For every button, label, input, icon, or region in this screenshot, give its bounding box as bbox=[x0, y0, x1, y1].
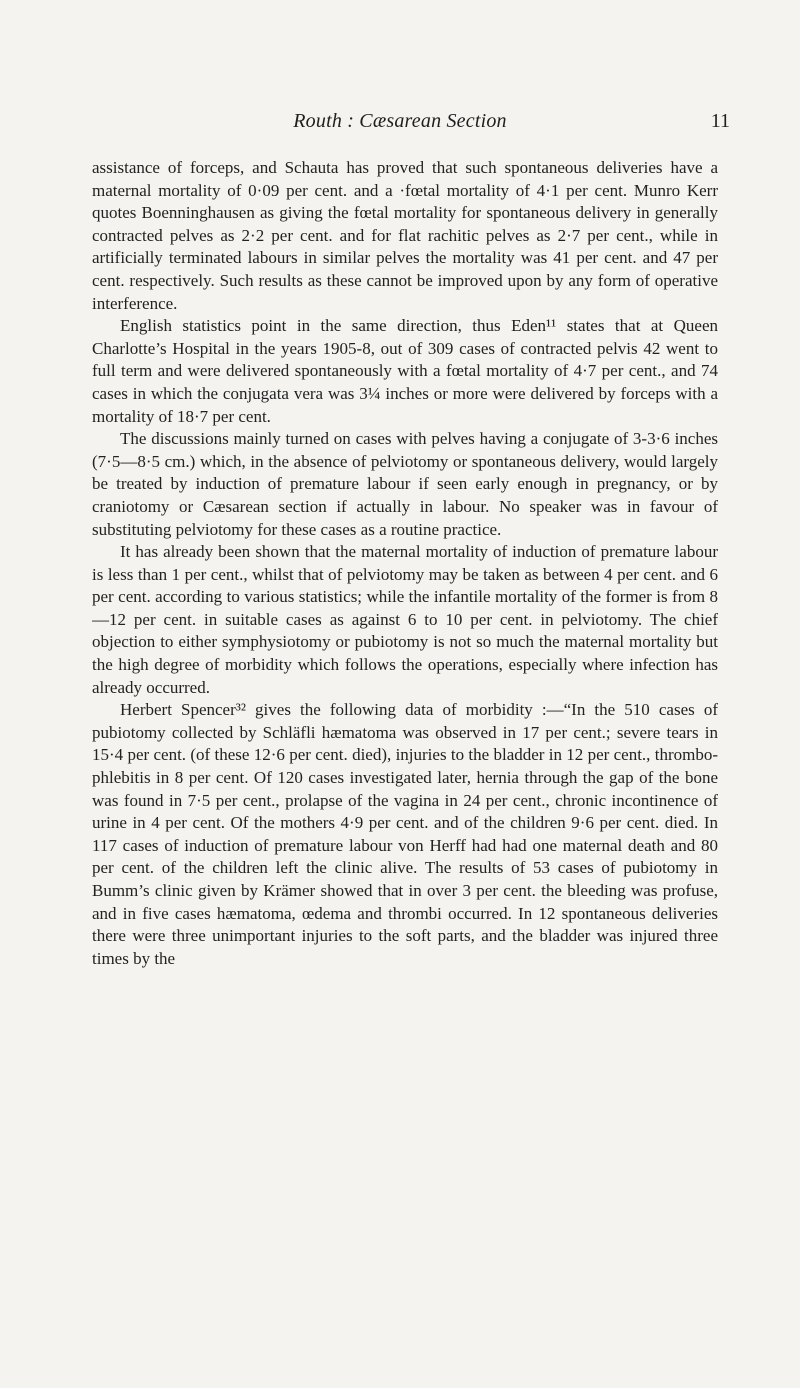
body-text bbox=[92, 157, 718, 1367]
paragraph-4: It has already been shown that the maternal mortality of induction of premature labour is less than 1 per cent., whilst that of pelviotomy may be taken as between 4 per cent. and 6 per cent. according to various statistics; while the infantile mortality of the former is from 8—12 per cent. in suitable cases as against 6 to 10 per cent. in pelviotomy. The chief objection to either symphysiotomy or pubiotomy is not so much the maternal mortality but the high degree of morbidity which follows the operations, especially where infection has already occurred. bbox=[92, 542, 718, 697]
paragraph-3: The discussions mainly turned on cases with pelves having a conjugate of 3-3·6 inches (7·5—8·5 cm.) which, in the absence of pelviotomy or spontaneous delivery, would largely be treated by induction of premature labour if seen early enough in pregnancy, or by craniotomy or Cæsarean section if actually in labour. No speaker was in favour of substituting pelviotomy for these cases as a routine practice. bbox=[92, 429, 718, 539]
running-title: Routh : Cæsarean Section bbox=[293, 110, 507, 132]
paragraph-2: English statistics point in the same direction, thus Eden¹¹ states that at Queen Charlotte’s Hospital in the years 1905-8, out of 309 cases of contracted pelvis 42 went to full term and were delivered spontaneously with a fœtal mortality of 4·7 per cent., and 74 cases in which the conjugata vera was 3¼ inches or more were delivered by forceps with a mortality of 18·7 per cent. bbox=[92, 316, 718, 426]
page-header bbox=[0, 110, 800, 140]
paragraph-5: Herbert Spencer³² gives the following data of morbidity :—“In the 510 cases of pubiotomy collected by Schläfli hæmatoma was observed in 17 per cent.; severe tears in 15·4 per cent. (of these 12·6 per cent. died), injuries to the bladder in 12 per cent., thrombo-phlebitis in 8 per cent. Of 120 cases investigated later, hernia through the gap of the bone was found in 7·5 per cent., prolapse of the vagina in 24 per cent., chronic incontinence of urine in 4 per cent. Of the mothers 4·9 per cent. and of the children 9·6 per cent. died. In 117 cases of induction of premature labour von Herff had had one maternal death and 80 per cent. of the children left the clinic alive. The results of 53 cases of pubiotomy in Bumm’s clinic given by Krämer showed that in over 3 per cent. the bleeding was profuse, and in five cases hæmatoma, œdema and thrombi occurred. In 12 spontaneous deliveries there were three unimportant injuries to the soft parts, and the bladder was injured three times by the bbox=[92, 700, 718, 968]
paragraph-1: assistance of forceps, and Schauta has proved that such spontaneous deliveries have a maternal mortality of 0·09 per cent. and a ·fœtal mortality of 4·1 per cent. Munro Kerr quotes Boenninghausen as giving the fœtal mortality for spontaneous delivery in generally contracted pelves as 2·2 per cent. and for flat rachitic pelves as 2·7 per cent., while in artificially terminated labours in similar pelves the mortality was 41 per cent. and 47 per cent. respectively. Such results as these cannot be improved upon by any form of operative interference. bbox=[92, 158, 718, 313]
page-number: 11 bbox=[710, 110, 730, 132]
